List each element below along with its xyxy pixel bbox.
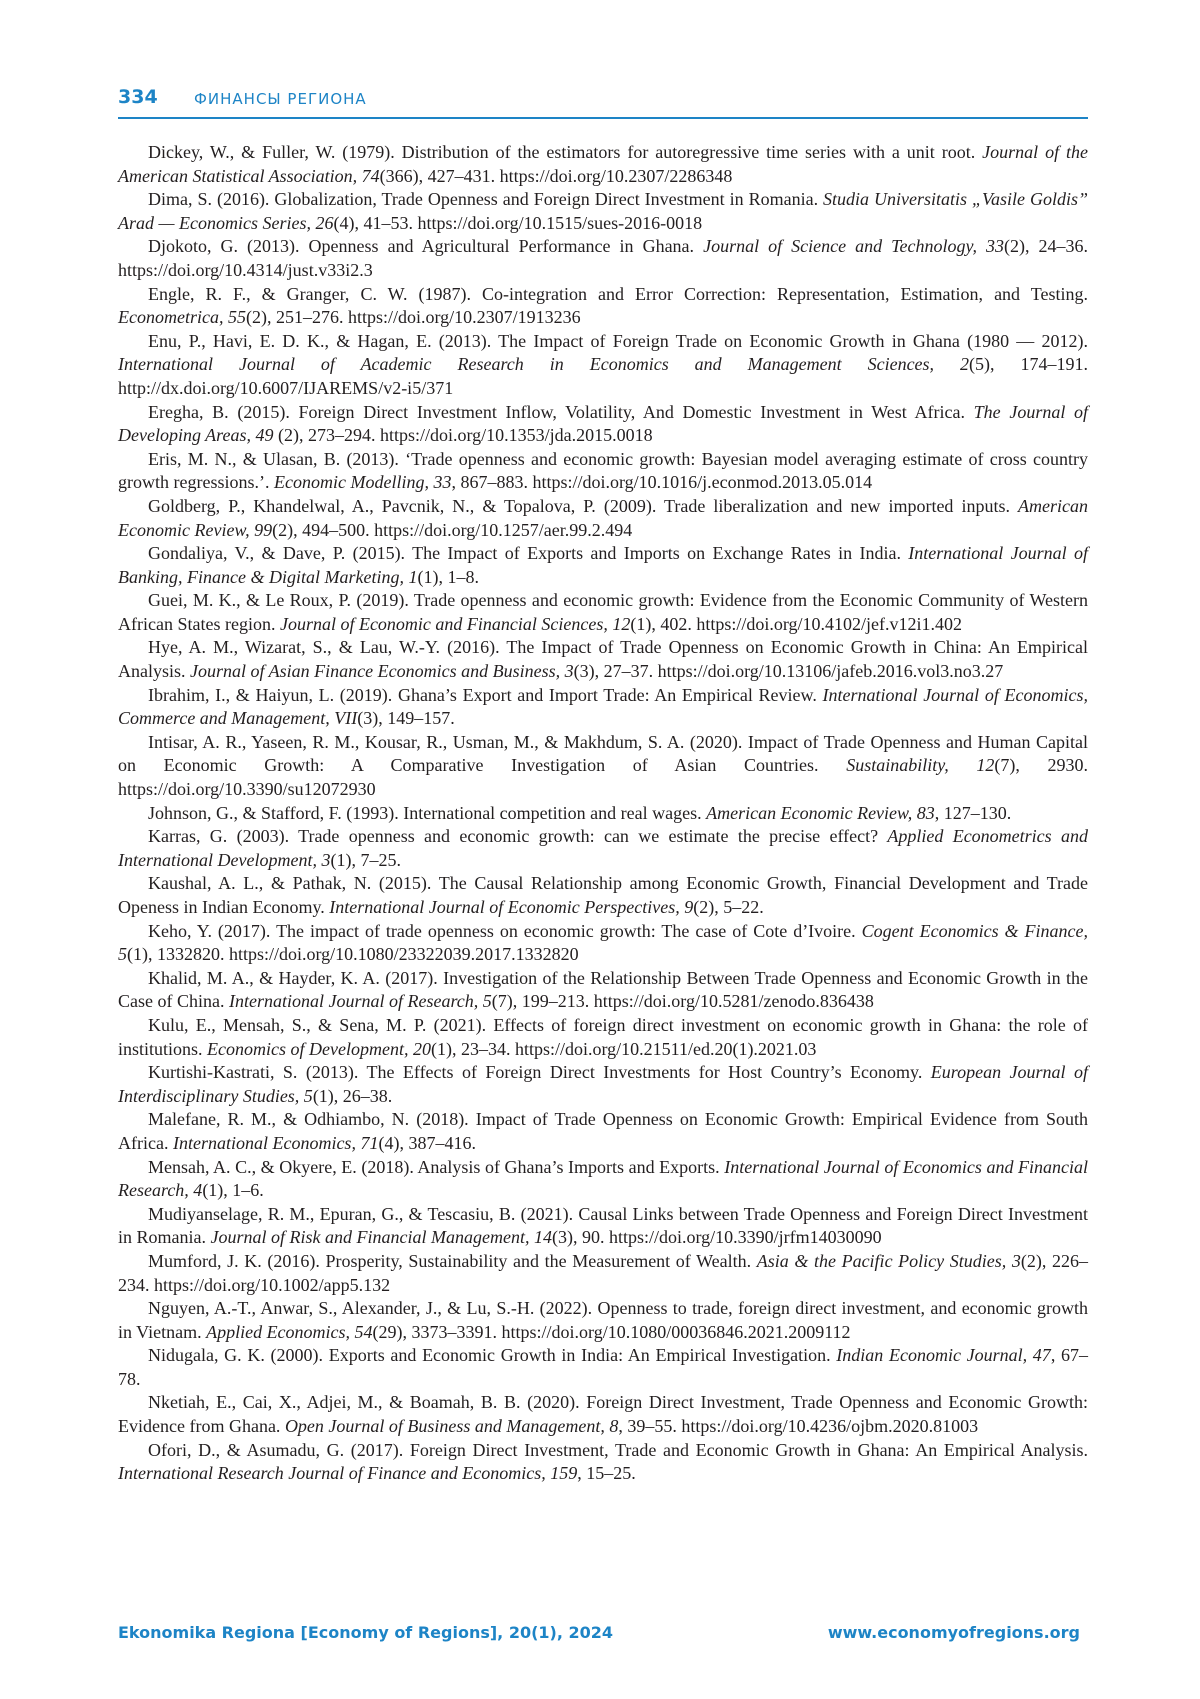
page-number: 334 [118,86,158,108]
reference-authors-title: Kaushal, A. L., & Pathak, N. (2015). The Causal Relationship among Economic Growth, Financial Development and Trade Openess in Indian Economy. [118,873,1088,917]
reference-details: , 15–25. [577,1463,636,1484]
reference-authors-title: Mensah, A. C., & Okyere, E. (2018). Analysis of Ghana’s Imports and Exports. [148,1156,725,1177]
reference-authors-title: Intisar, A. R., Yaseen, R. M., Kousar, R., Usman, M., & Makhdum, S. A. (2020). Impact of Trade Openness and Human Capital on Economic Growth: A Comparative Investigation of Asian Countries. [118,731,1088,776]
section-title: ФИНАНСЫ РЕГИОНА [194,90,367,108]
reference-entry [118,589,1088,636]
reference-journal: Journal of Asian Finance Economics and Business, 3 [190,661,574,682]
reference-journal: International Economics, 71 [172,1132,379,1153]
reference-entry [118,802,1088,826]
reference-details: (7), 199–213. https://doi.org/10.5281/zenodo.836438 [491,991,874,1012]
reference-journal: Journal of the American Statistical Association, 74 [118,142,1088,186]
footer-website-link[interactable]: www.economyofregions.org [827,1623,1080,1642]
reference-journal: American Economic Review, 99 [118,495,1088,540]
reference-details: (5), 174–191. http://dx.doi.org/10.6007/IJAREMS/v2-i5/371 [118,354,1088,398]
reference-details: , 127–130. [934,802,1012,823]
footer-journal-citation: Ekonomika Regiona [Economy of Regions], 20(1), 2024 [118,1623,614,1642]
reference-authors-title: Eregha, B. (2015). Foreign Direct Investment Inflow, Volatility, And Domestic Investment in West Africa. [148,401,974,422]
reference-details: (1), 402. https://doi.org/10.4102/jef.v12i1.402 [630,613,963,634]
reference-entry [118,1203,1088,1250]
reference-entry [118,1014,1088,1061]
reference-authors-title: Goldberg, P., Khandelwal, A., Pavcnik, N., & Topalova, P. (2009). Trade liberalization and new imported inputs. [148,495,1019,516]
reference-journal: Studia Universitatis „Vasile Goldis” Arad — Economics Series, 26 [118,189,1088,233]
reference-authors-title: Guei, M. K., & Le Roux, P. (2019). Trade openness and economic growth: Evidence from the Economic Community of Western African States region. [118,590,1088,634]
reference-entry [118,1391,1088,1438]
reference-journal: International Journal of Research, 5 [228,991,492,1012]
reference-authors-title: Ofori, D., & Asumadu, G. (2017). Foreign Direct Investment, Trade and Economic Growth in Ghana: An Empirical Analysis. [148,1439,1088,1460]
reference-entry [118,495,1088,542]
reference-entry [118,1156,1088,1203]
reference-details: (1), 26–38. [312,1085,393,1106]
reference-details: (3), 149–157. [357,708,455,729]
reference-details: (1), 1–8. [417,566,479,587]
reference-entry [118,1108,1088,1155]
reference-entry [118,731,1088,802]
reference-authors-title: Khalid, M. A., & Hayder, K. A. (2017). Investigation of the Relationship Between Trade Openness and Economic Growth in the Case of China. [118,967,1088,1012]
reference-authors-title: Mumford, J. K. (2016). Prosperity, Sustainability and the Measurement of Wealth. [148,1250,757,1271]
reference-details: , 67–78. [118,1345,1088,1389]
reference-journal: International Journal of Banking, Finance & Digital Marketing, 1 [118,543,1088,587]
reference-details: (3), 27–37. https://doi.org/10.13106/jafeb.2016.vol3.no3.27 [573,661,1004,682]
reference-authors-title: Engle, R. F., & Granger, C. W. (1987). Co-integration and Error Correction: Representation, Estimation, and Testing. [148,283,1088,304]
reference-journal: Open Journal of Business and Management, 8 [284,1416,619,1437]
reference-authors-title: Gondaliya, V., & Dave, P. (2015). The Impact of Exports and Imports on Exchange Rates in India. [148,543,909,564]
reference-journal: Asia & the Pacific Policy Studies, 3 [756,1250,1021,1271]
reference-authors-title: Enu, P., Havi, E. D. K., & Hagan, E. (2013). The Impact of Foreign Trade on Economic Growth in Ghana (1980 — 2012). [148,330,1088,351]
reference-journal: International Journal of Economics and Financial Research, 4 [118,1156,1088,1201]
reference-journal: International Journal of Economics, Commerce and Management, VII [118,684,1088,729]
reference-details: (1), 7–25. [330,849,401,870]
reference-details: (4), 387–416. [378,1132,476,1153]
reference-authors-title: Nguyen, A.-T., Anwar, S., Alexander, J., & Lu, S.-H. (2022). Openness to trade, foreign direct investment, and economic growth in Vietnam. [118,1298,1088,1342]
reference-authors-title: Nketiah, E., Cai, X., Adjei, M., & Boamah, B. B. (2020). Foreign Direct Investment, Trade Openness and Economic Growth: Evidence from Ghana. [118,1392,1088,1437]
reference-journal: Econometrica, 55 [118,307,246,328]
reference-authors-title: Kulu, E., Mensah, S., & Sena, M. P. (2021). Effects of foreign direct investment on economic growth in Ghana: the role of institutions. [118,1014,1088,1059]
reference-entry [118,401,1088,448]
reference-details: (2), 24–36. https://doi.org/10.4314/just.v33i2.3 [118,236,1088,280]
reference-entry [118,920,1088,967]
reference-entry [118,684,1088,731]
reference-authors-title: Dima, S. (2016). Globalization, Trade Openness and Foreign Direct Investment in Romania. [148,189,824,210]
reference-details: (29), 3373–3391. https://doi.org/10.1080/00036846.2021.2009112 [372,1321,851,1342]
reference-authors-title: Keho, Y. (2017). The impact of trade openness on economic growth: The case of Cote d’Ivoire. [148,920,862,941]
reference-entry [118,1061,1088,1108]
reference-entry [118,1250,1088,1297]
reference-entry [118,967,1088,1014]
reference-authors-title: Nidugala, G. K. (2000). Exports and Economic Growth in India: An Empirical Investigation. [148,1345,837,1366]
reference-entry [118,825,1088,872]
reference-entry [118,141,1088,188]
reference-details: , 39–55. https://doi.org/10.4236/ojbm.2020.81003 [618,1416,979,1437]
reference-authors-title: Djokoto, G. (2013). Openness and Agricultural Performance in Ghana. [148,236,704,257]
reference-details: (2), 273–294. https://doi.org/10.1353/jda.2015.0018 [273,425,653,446]
reference-authors-title: Kurtishi-Kastrati, S. (2013). The Effects of Foreign Direct Investments for Host Country’s Economy. [148,1062,931,1083]
reference-details: (3), 90. https://doi.org/10.3390/jrfm14030090 [551,1227,882,1248]
reference-journal: International Research Journal of Finance and Economics, 159 [118,1463,578,1484]
reference-details: (2), 494–500. https://doi.org/10.1257/aer.99.2.494 [272,519,633,540]
reference-journal: International Journal of Academic Research in Economics and Management Sciences, 2 [118,354,970,375]
reference-entry [118,1439,1088,1486]
reference-journal: American Economic Review, 83 [706,802,935,823]
reference-entry [118,872,1088,919]
reference-details: (1), 23–34. https://doi.org/10.21511/ed.20(1).2021.03 [430,1038,817,1059]
reference-details: (1), 1332820. https://doi.org/10.1080/23322039.2017.1332820 [127,944,579,965]
reference-journal: Cogent Economics & Finance, 5 [118,920,1088,965]
reference-authors-title: Hye, A. M., Wizarat, S., & Lau, W.-Y. (2016). The Impact of Trade Openness on Economic Growth in China: An Empirical Analysis. [118,637,1088,682]
reference-entry [118,283,1088,330]
reference-journal: Economics of Development, 20 [207,1038,431,1059]
reference-entry [118,330,1088,401]
reference-details: (1), 1–6. [202,1180,264,1201]
reference-details: (4), 41–53. https://doi.org/10.1515/sues-2016-0018 [333,212,703,233]
reference-details: (2), 226–234. https://doi.org/10.1002/app5.132 [118,1250,1088,1295]
reference-entry [118,1344,1088,1391]
reference-entry [118,235,1088,282]
reference-journal: Journal of Economic and Financial Sciences, 12 [279,613,631,634]
reference-authors-title: Dickey, W., & Fuller, W. (1979). Distribution of the estimators for autoregressive time series with a unit root. [148,142,983,162]
reference-journal: Journal of Science and Technology, 33 [703,236,1004,257]
reference-journal: Indian Economic Journal, 47 [836,1345,1051,1366]
reference-details: (366), 427–431. https://doi.org/10.2307/2286348 [379,165,733,186]
reference-authors-title: Johnson, G., & Stafford, F. (1993). International competition and real wages. [148,802,707,823]
reference-authors-title: Mudiyanselage, R. M., Epuran, G., & Tescasiu, B. (2021). Causal Links between Trade Openness and Foreign Direct Investment in Romania. [118,1203,1088,1248]
reference-journal: Applied Economics, 54 [206,1321,373,1342]
reference-journal: European Journal of Interdisciplinary Studies, 5 [118,1062,1088,1106]
header-divider [118,117,1088,119]
reference-entry [118,448,1088,495]
reference-authors-title: Karras, G. (2003). Trade openness and economic growth: can we estimate the precise effect? [148,826,888,847]
reference-journal: International Journal of Economic Perspectives, 9 [329,897,694,917]
reference-entry [118,188,1088,235]
reference-journal: Journal of Risk and Financial Management, 14 [210,1227,552,1248]
reference-details: (2), 5–22. [693,897,764,917]
reference-authors-title: Ibrahim, I., & Haiyun, L. (2019). Ghana’s Export and Import Trade: An Empirical Review. [148,684,823,705]
reference-details: (2), 251–276. https://doi.org/10.2307/1913236 [245,307,581,328]
reference-journal: The Journal of Developing Areas, 49 [118,401,1089,446]
reference-entry [118,1297,1088,1344]
reference-details: (7), 2930. https://doi.org/10.3390/su12072930 [118,755,1088,800]
reference-authors-title: Eris, M. N., & Ulasan, B. (2013). ‘Trade openness and economic growth: Bayesian model averaging estimate of cross country growth regressions.’. [118,448,1088,493]
reference-journal: Economic Modelling, 33 [273,472,452,493]
reference-journal: Applied Econometrics and International Development, 3 [118,826,1088,870]
reference-details: , 867–883. https://doi.org/10.1016/j.econmod.2013.05.014 [451,472,873,493]
reference-authors-title: Malefane, R. M., & Odhiambo, N. (2018). Impact of Trade Openness on Economic Growth: Empirical Evidence from South Africa. [118,1109,1088,1153]
page-header [118,86,1088,116]
reference-entry [118,542,1088,589]
reference-entry [118,636,1088,683]
reference-list [118,141,1088,1486]
reference-journal: Sustainability, 12 [846,755,995,776]
